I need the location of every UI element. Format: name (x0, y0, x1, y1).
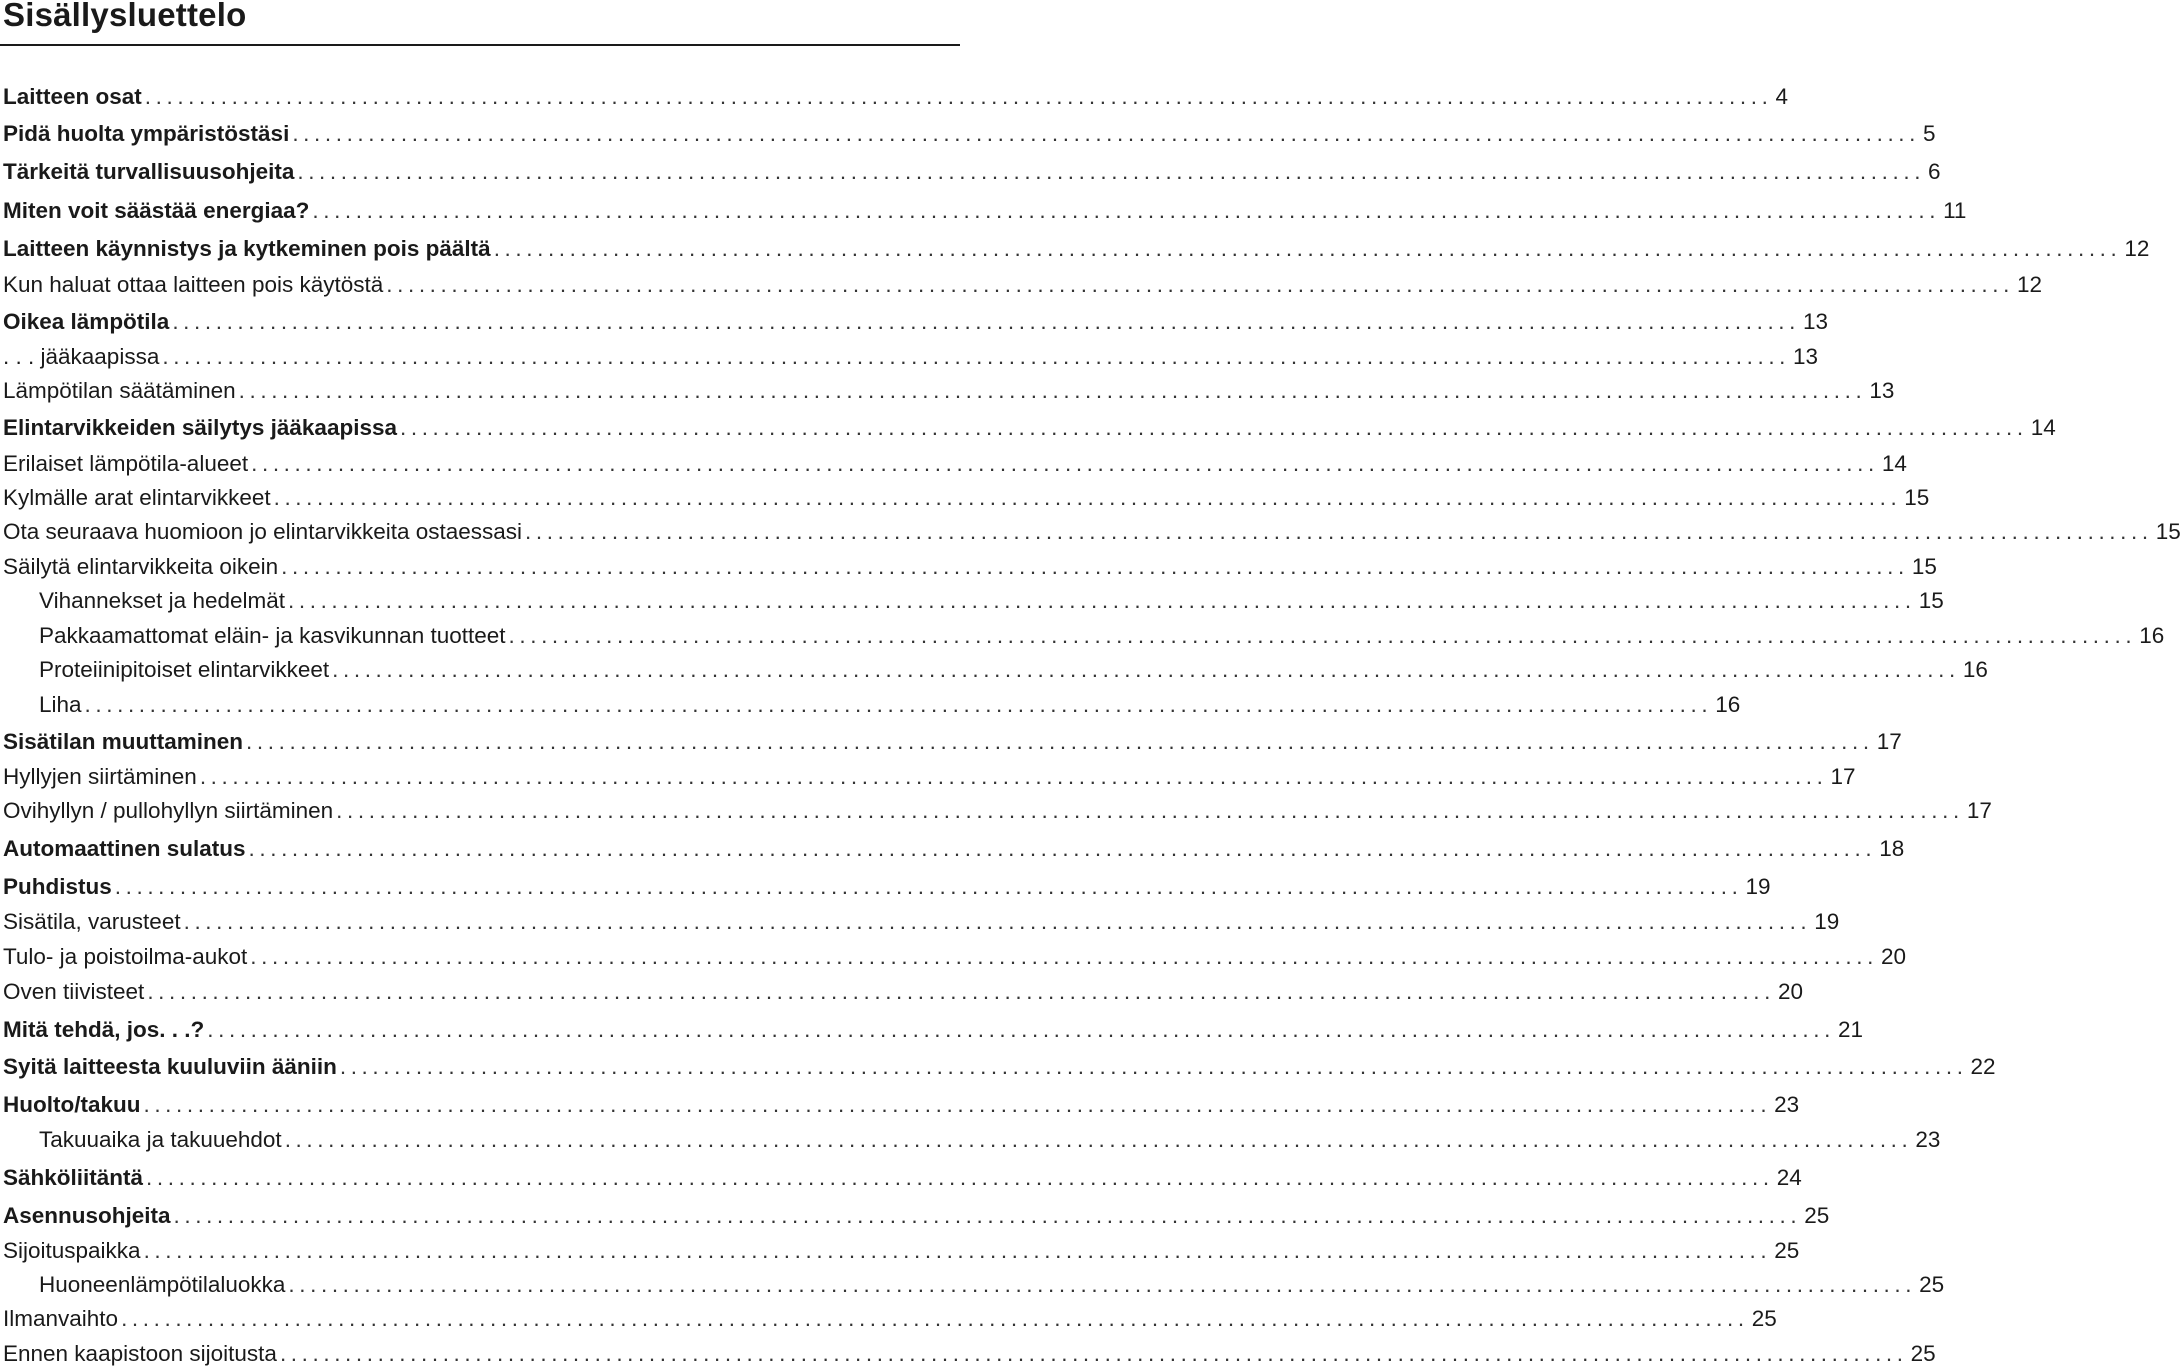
page-title: Sisällysluettelo (3, 0, 247, 33)
toc-entry-page-number: 22 (1970, 1054, 1996, 1079)
toc-entry[interactable] (39, 1270, 1945, 1300)
toc-entry-page-number: 12 (2124, 236, 2150, 261)
dot-leader: ...................................................................................................................................................... (143, 1238, 1772, 1263)
toc-entry-label: Lämpötilan säätäminen (3, 378, 236, 403)
toc-entry-page-number: 15 (1911, 554, 1937, 579)
toc-entry[interactable] (3, 834, 1905, 864)
toc-entry-label: Hyllyjen siirtäminen (3, 764, 197, 789)
dot-leader: ...................................................................................................................................................... (84, 692, 1713, 717)
toc-entry[interactable] (3, 413, 2056, 443)
toc-entry-page-number: 25 (1910, 1341, 1936, 1366)
toc-entry[interactable] (3, 376, 1895, 406)
toc-entry-page-number: 15 (1904, 485, 1930, 510)
toc-entry-label: Automaattinen sulatus (3, 836, 246, 861)
toc-entry-label: Takuuaika ja takuuehdot (39, 1127, 282, 1152)
toc-entry[interactable] (3, 307, 1829, 337)
dot-leader: ...................................................................................................................................................... (121, 1306, 1749, 1331)
title-divider (0, 44, 960, 46)
toc-entry-page-number: 11 (1943, 198, 1967, 223)
dot-leader: ...................................................................................................................................................... (162, 344, 1791, 369)
toc-entry-label: Sisätila, varusteet (3, 909, 181, 934)
toc-entry-label: Proteiinipitoiset elintarvikkeet (39, 657, 330, 682)
toc-entry[interactable] (3, 196, 1967, 226)
dot-leader: ...................................................................................................................................................... (146, 1165, 1774, 1190)
toc-entry-page-number: 19 (1814, 909, 1840, 934)
toc-entry-page-number: 16 (1715, 692, 1741, 717)
dot-leader: ...................................................................................................................................................... (281, 554, 1909, 579)
toc-entry-page-number: 12 (2016, 272, 2042, 297)
toc-entry[interactable] (3, 872, 1771, 902)
toc-entry-label: Pakkaamattomat eläin- ja kasvikunnan tuotteet (39, 623, 506, 648)
dot-leader: ...................................................................................................................................................... (339, 1054, 1968, 1079)
toc-entry[interactable] (3, 483, 1930, 513)
toc-entry[interactable] (3, 1015, 1863, 1045)
toc-entry-label: Erilaiset lämpötila-alueet (3, 451, 249, 476)
toc-entry-page-number: 23 (1774, 1092, 1800, 1117)
toc-entry[interactable] (3, 977, 1804, 1007)
dot-leader: ...................................................................................................................................................... (288, 1272, 1917, 1297)
dot-leader: ...................................................................................................................................................... (246, 729, 1874, 754)
toc-entry-page-number: 20 (1778, 979, 1804, 1004)
dot-leader: ...................................................................................................................................................... (493, 236, 2122, 261)
toc-entry-page-number: 23 (1915, 1127, 1941, 1152)
dot-leader: ...................................................................................................................................................... (297, 159, 1926, 184)
dot-leader: ...................................................................................................................................................... (173, 1203, 1802, 1228)
toc-entry[interactable] (3, 157, 1941, 187)
toc-entry-page-number: 16 (1962, 657, 1988, 682)
toc-entry-page-number: 15 (2155, 519, 2181, 544)
toc-entry[interactable] (39, 690, 1741, 720)
toc-entry-label: Mitä tehdä, jos. . .? (3, 1017, 205, 1042)
toc-entry-label: Vihannekset ja hedelmät (39, 588, 286, 613)
dot-leader: ...................................................................................................................................................... (183, 909, 1812, 934)
dot-leader: ...................................................................................................................................................... (336, 798, 1964, 823)
dot-leader: ...................................................................................................................................................... (312, 198, 1941, 223)
dot-leader: ...................................................................................................................................................... (284, 1127, 1913, 1152)
dot-leader: ...................................................................................................................................................... (292, 121, 1921, 146)
toc-entry-label: Sijoituspaikka (3, 1238, 141, 1263)
toc-entry-label: Huoneenlämpötilaluokka (39, 1272, 286, 1297)
toc-entry[interactable] (3, 342, 1819, 372)
dot-leader: ...................................................................................................................................................... (199, 764, 1828, 789)
toc-entry-label: . . . jääkaapissa (3, 344, 160, 369)
toc-entry-page-number: 5 (1923, 121, 1936, 146)
toc-entry-page-number: 17 (1830, 764, 1856, 789)
toc-entry[interactable] (3, 119, 1936, 149)
toc-entry-page-number: 13 (1803, 309, 1829, 334)
toc-entry[interactable] (3, 449, 1907, 479)
dot-leader: ...................................................................................................................................................... (172, 309, 1800, 334)
toc-entry-label: Asennusohjeita (3, 1203, 171, 1228)
toc-entry-page-number: 20 (1880, 944, 1906, 969)
toc-entry-page-number: 14 (2030, 415, 2056, 440)
toc-entry-page-number: 16 (2139, 623, 2165, 648)
toc-entry[interactable] (3, 727, 1902, 757)
toc-entry-page-number: 15 (1918, 588, 1944, 613)
toc-entry-page-number: 17 (1966, 798, 1992, 823)
toc-entry[interactable] (3, 234, 2150, 264)
toc-entry-label: Tärkeitä turvallisuusohjeita (3, 159, 295, 184)
dot-leader: ...................................................................................................................................................... (508, 623, 2137, 648)
toc-entry-page-number: 24 (1776, 1165, 1802, 1190)
toc-entry-label: Ennen kaapistoon sijoitusta (3, 1341, 277, 1366)
toc-entry[interactable] (3, 1090, 1800, 1120)
dot-leader: ...................................................................................................................................................... (251, 451, 1879, 476)
toc-entry[interactable] (3, 270, 2042, 300)
toc-entry-page-number: 17 (1876, 729, 1902, 754)
toc-entry-label: Kun haluat ottaa laitteen pois käytöstä (3, 272, 384, 297)
toc-entry-label: Laitteen osat (3, 84, 142, 109)
toc-entry-label: Puhdistus (3, 874, 112, 899)
dot-leader: ...................................................................................................................................................... (143, 1092, 1772, 1117)
dot-leader: ...................................................................................................................................................... (386, 272, 2014, 297)
toc-entry-page-number: 18 (1879, 836, 1905, 861)
toc-entry-label: Ilmanvaihto (3, 1306, 119, 1331)
toc-entry[interactable] (3, 1201, 1830, 1231)
dot-leader: ...................................................................................................................................................... (238, 378, 1867, 403)
toc-entry[interactable] (39, 1125, 1941, 1155)
toc-entry[interactable] (39, 586, 1944, 616)
toc-entry[interactable] (3, 762, 1856, 792)
toc-entry-page-number: 25 (1774, 1238, 1800, 1263)
dot-leader: ...................................................................................................................................................... (250, 944, 1878, 969)
dot-leader: ...................................................................................................................................................... (114, 874, 1743, 899)
toc-entry-label: Oikea lämpötila (3, 309, 170, 334)
toc-entry-page-number: 21 (1837, 1017, 1863, 1042)
toc-entry[interactable] (39, 621, 2165, 651)
dot-leader: ...................................................................................................................................................... (248, 836, 1877, 861)
toc-entry-page-number: 19 (1745, 874, 1771, 899)
toc-entry[interactable] (3, 552, 1937, 582)
toc-entry-label: Liha (39, 692, 82, 717)
toc-entry-label: Kylmälle arat elintarvikkeet (3, 485, 271, 510)
toc-entry-page-number: 6 (1928, 159, 1941, 184)
toc-entry[interactable] (3, 942, 1906, 972)
dot-leader: ...................................................................................................................................................... (147, 979, 1775, 1004)
dot-leader: ...................................................................................................................................................... (525, 519, 2153, 544)
toc-entry[interactable] (3, 907, 1840, 937)
dot-leader: ...................................................................................................................................................... (144, 84, 1773, 109)
toc-entry-page-number: 25 (1751, 1306, 1777, 1331)
toc-entry[interactable] (3, 796, 1992, 826)
toc-entry-label: Sähköliitäntä (3, 1165, 144, 1190)
toc-entry-page-number: 4 (1775, 84, 1788, 109)
toc-entry-page-number: 25 (1919, 1272, 1945, 1297)
toc-entry-label: Oven tiivisteet (3, 979, 145, 1004)
toc-entry[interactable] (39, 655, 1988, 685)
toc-entry-label: Elintarvikkeiden säilytys jääkaapissa (3, 415, 397, 440)
dot-leader: ...................................................................................................................................................... (279, 1341, 1908, 1366)
toc-entry-label: Ovihyllyn / pullohyllyn siirtäminen (3, 798, 334, 823)
toc-entry-label: Syitä laitteesta kuuluviin ääniin (3, 1054, 337, 1079)
dot-leader: ...................................................................................................................................................... (207, 1017, 1835, 1042)
toc-entry[interactable] (3, 1236, 1800, 1266)
toc-entry-page-number: 13 (1793, 344, 1819, 369)
toc-entry-label: Säilytä elintarvikkeita oikein (3, 554, 279, 579)
toc-entry-page-number: 13 (1869, 378, 1895, 403)
toc-entry-label: Sisätilan muuttaminen (3, 729, 244, 754)
toc-entry[interactable] (3, 1339, 1936, 1369)
toc-entry[interactable] (3, 517, 2181, 547)
toc-entry[interactable] (3, 1304, 1777, 1334)
toc-entry[interactable] (3, 82, 1788, 112)
toc-entry-label: Pidä huolta ympäristöstäsi (3, 121, 290, 146)
toc-entry-label: Miten voit säästää energiaa? (3, 198, 310, 223)
toc-entry-page-number: 14 (1881, 451, 1907, 476)
toc-entry[interactable] (3, 1163, 1802, 1193)
toc-entry-label: Laitteen käynnistys ja kytkeminen pois päältä (3, 236, 491, 261)
toc-entry[interactable] (3, 1052, 1996, 1082)
dot-leader: ...................................................................................................................................................... (288, 588, 1916, 613)
toc-entry-page-number: 25 (1804, 1203, 1830, 1228)
dot-leader: ...................................................................................................................................................... (273, 485, 1902, 510)
toc-entry-label: Huolto/takuu (3, 1092, 141, 1117)
toc-entry-label: Tulo- ja poistoilma-aukot (3, 944, 248, 969)
toc-entry-label: Ota seuraava huomioon jo elintarvikkeita ostaessasi (3, 519, 523, 544)
dot-leader: ...................................................................................................................................................... (400, 415, 2028, 440)
dot-leader: ...................................................................................................................................................... (332, 657, 1960, 682)
